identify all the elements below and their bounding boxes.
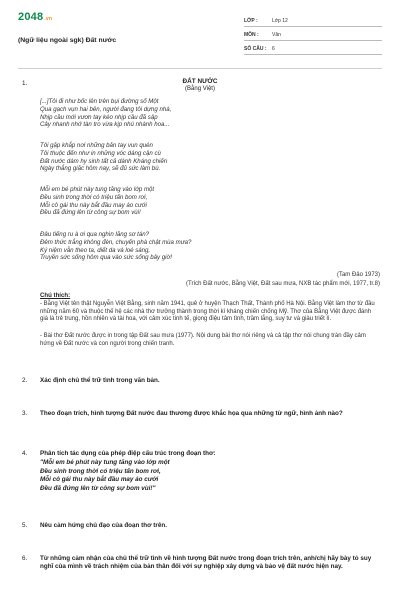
- poem-line: Mỗi cô gái thu này bắt đầu may áo cưới: [40, 201, 147, 209]
- poem-line: [...]Tôi đi như bốc lên trên bụi đường số Một: [40, 98, 159, 105]
- poem-line: Đều đã đứng lên từ công sự bom vùi!: [40, 209, 141, 217]
- question-number: 2.: [22, 377, 28, 384]
- poem-line: Ngày thắng giặc hôm nay, sẽ đủ sức làm bù.: [40, 165, 161, 173]
- question-text: Theo đoạn trích, hình tượng Đất nước đau thương được khắc họa qua những từ ngữ, hình ảnh nào?: [40, 410, 343, 417]
- page-header: [18, 10, 382, 60]
- poem-line: Tôi gặp khắp nơi những bản tay vun quén: [40, 142, 153, 149]
- meta-key: LỚP :: [244, 17, 258, 24]
- logo-text: 2048: [18, 11, 44, 23]
- poem-stanza: [40, 142, 340, 173]
- quote-line: Đều đã đứng lên từ công sự bom vùi!": [40, 484, 156, 492]
- poem-line: Đất nước dám hy sinh tất cả dành Kháng chiến: [40, 157, 168, 165]
- header-divider: [18, 68, 382, 69]
- question-text: Xác định chủ thể trữ tình trong văn bản.: [40, 377, 160, 384]
- poem-source-place: (Tam Đảo 1973): [336, 272, 380, 278]
- question-text: Phân tích tác dụng của phép điệp cấu trúc trong đoạn thơ:: [40, 450, 216, 457]
- question-number: 6.: [22, 555, 28, 562]
- meta-value: 6: [272, 45, 275, 52]
- quoted-stanza: [40, 459, 340, 493]
- meta-key: MÔN :: [244, 31, 259, 38]
- meta-row-class: [244, 14, 382, 27]
- lesson-title: (Ngữ liệu ngoài sgk) Đất nước: [18, 37, 117, 44]
- note-heading: Chú thích:: [40, 292, 71, 299]
- note-paragraph: - Bài thơ Đất nước được in trong tập Đất sau mưa (1977). Nội dung bài thơ nói riêng và cả tập thơ nói chung tràn đầy cảm hứng về Đất nước và con người trong chiến tranh.: [40, 333, 366, 347]
- meta-row-subject: [244, 28, 382, 41]
- poem-stanza: [40, 98, 340, 129]
- question-number: 1.: [22, 80, 28, 87]
- poem-line: Mỗi em bé phút này tung tăng vào lớp một: [40, 186, 155, 193]
- logo-suffix: .vn: [44, 16, 53, 22]
- poem-line: Nhịp cầu mới vươn tay kéo nhịp cầu đã sập: [40, 113, 158, 121]
- poem-title: ĐẤT NƯỚC: [182, 78, 218, 85]
- poem-line: Đêm thức trắng không đèn, chuyến phà chật mùa mưa?: [40, 238, 192, 246]
- poem-stanza: [40, 186, 340, 217]
- poem-line: Đều sinh trong thời có triệu tấn bom rơi,: [40, 193, 148, 201]
- meta-key: SỐ CÂU :: [244, 45, 267, 52]
- poem-line: Cây nhanh nhớ tàn tro vừa kịp nhú nhành hoa...: [40, 121, 170, 129]
- poem-stanza: [40, 231, 340, 262]
- poem-line: Tôi thuộc đến như in những vóc dáng cận cù: [40, 149, 161, 157]
- poem-line: Ký niệm vẫn theo ta, diết da và loé sáng,: [40, 246, 151, 254]
- meta-table: [244, 14, 382, 56]
- note-paragraph: - Bằng Việt tên thật Nguyễn Việt Bằng, sinh năm 1941, quê ở huyện Thạch Thất, Thành phố Hà Nội. Bằng Việt làm thơ từ đầu những năm 60 và thuộc thế hệ các nhà thơ trưởng thành trong thời kì kháng chiến chống Mỹ. Thơ của Bằng Việt được đánh giá là trẻ trung, hồn nhiên và tài hoa, với cảm xúc tinh tế, giọng điệu tâm tình, trầm lắng, suy tư và giàu triết lí.: [40, 301, 375, 323]
- meta-value: Lớp 12: [272, 17, 288, 24]
- meta-row-count: [244, 42, 382, 55]
- poem-author: (Bằng Việt): [185, 86, 215, 92]
- site-logo[interactable]: [18, 10, 52, 24]
- quote-line: "Mỗi em bé phút này tung tăng vào lớp một: [40, 459, 170, 466]
- quote-line: Mỗi cô gái thu này bắt đầu may áo cưới: [40, 476, 159, 484]
- poem-source-citation: (Trích Đất nước, Bằng Việt, Đất sau mưa, NXB tác phẩm mới, 1977, tr.8): [186, 281, 380, 287]
- meta-value: Văn: [272, 31, 281, 38]
- question-number: 3.: [22, 410, 28, 417]
- question-text: Từ những cảm nhận của chủ thể trữ tình về hình tượng Đất nước trong đoạn trích trên, anh/chị hãy bày tỏ suy nghĩ của mình về trách nhiệm của bản thân đối với sự nghiệp xây dựng và bảo vệ đất nước hiện nay.: [40, 555, 372, 571]
- question-number: 5.: [22, 522, 28, 529]
- quote-line: Đều sinh trong thời có triệu tấn bom rơi,: [40, 467, 161, 475]
- poem-line: Qua gạch vụn hai bên, người đang tôi dựng nhà,: [40, 105, 172, 113]
- question-number: 4.: [22, 450, 28, 457]
- poem-line: Đâu tiếng ru à ơi qua nghìn lăng sơ tán?: [40, 231, 150, 238]
- poem-line: Truyền sức sống hôm qua vào sức sống bây giờ!: [40, 254, 172, 262]
- question-text: Nêu cảm hứng chủ đạo của đoạn thơ trên.: [40, 522, 167, 529]
